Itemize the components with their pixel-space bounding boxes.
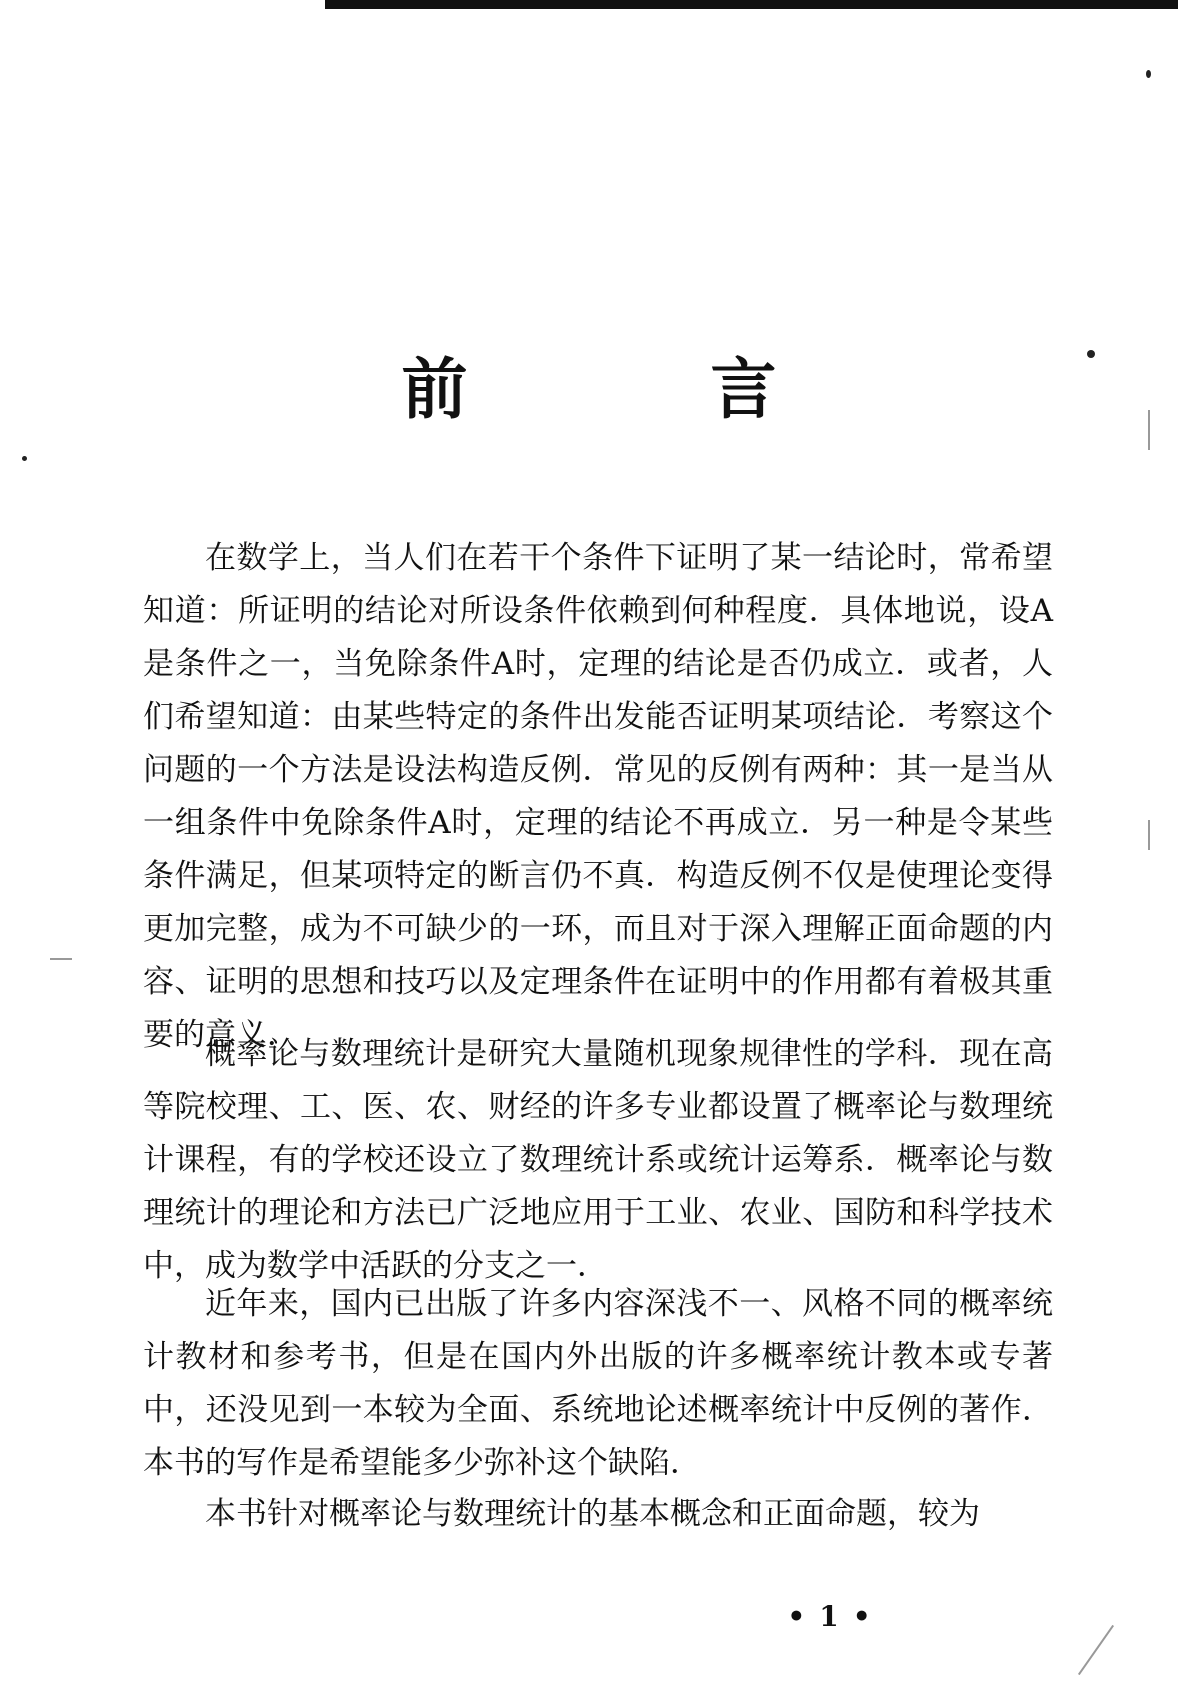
page-number-dot-right: • (852, 1600, 871, 1633)
page-number (0, 1600, 1178, 1633)
paragraph-4: 本书针对概率论与数理统计的基本概念和正面命题，较为 (205, 1496, 980, 1532)
page-number-dot-left: • (787, 1600, 806, 1633)
page-title: 前 言 (401, 350, 887, 429)
scan-speck (1146, 70, 1151, 78)
scan-mark (1148, 410, 1150, 450)
page-number-value: 1 (819, 1600, 839, 1633)
scan-mark (50, 958, 72, 960)
preface-body (143, 532, 1053, 1541)
paragraph-1: 在数学上，当人们在若干个条件下证明了某一结论时，常希望知道：所证明的结论对所设条件依赖到何种程度．具体地说，设A是条件之一，当免除条件A时，定理的结论是否仍成立．或者，人们希望知道：由某些特定的条件出发能否证明某项结论．考察这个问题的一个方法是设法构造反例．常见的反例有两种：其一是当从一组条件中免除条件A时，定理的结论不再成立．另一种是令某些条件满足，但某项特定的断言仍不真．构造反例不仅是使理论变得更加完整，成为不可缺少的一环，而且对于深入理解正面命题的内容、证明的思想和技巧以及定理条件在证明中的作用都有着极其重要的意义． (143, 540, 1053, 1053)
scan-mark (1148, 820, 1150, 850)
scan-speck (1087, 350, 1095, 358)
scan-speck (22, 456, 27, 461)
paragraph-2: 概率论与数理统计是研究大量随机现象规律性的学科．现在高等院校理、工、医、农、财经的许多专业都设置了概率论与数理统计课程，有的学校还设立了数理统计系或统计运筹系．概率论与数理统计的理论和方法已广泛地应用于工业、农业、国防和科学技术中，成为数学中活跃的分支之一． (143, 1036, 1053, 1284)
paragraph-3: 近年来，国内已出版了许多内容深浅不一、风格不同的概率统计教材和参考书，但是在国内外出版的许多概率统计教本或专著中，还没见到一本较为全面、系统地论述概率统计中反例的著作．本书的写作是希望能多少弥补这个缺陷． (143, 1286, 1053, 1481)
top-border-rule (325, 0, 1178, 9)
